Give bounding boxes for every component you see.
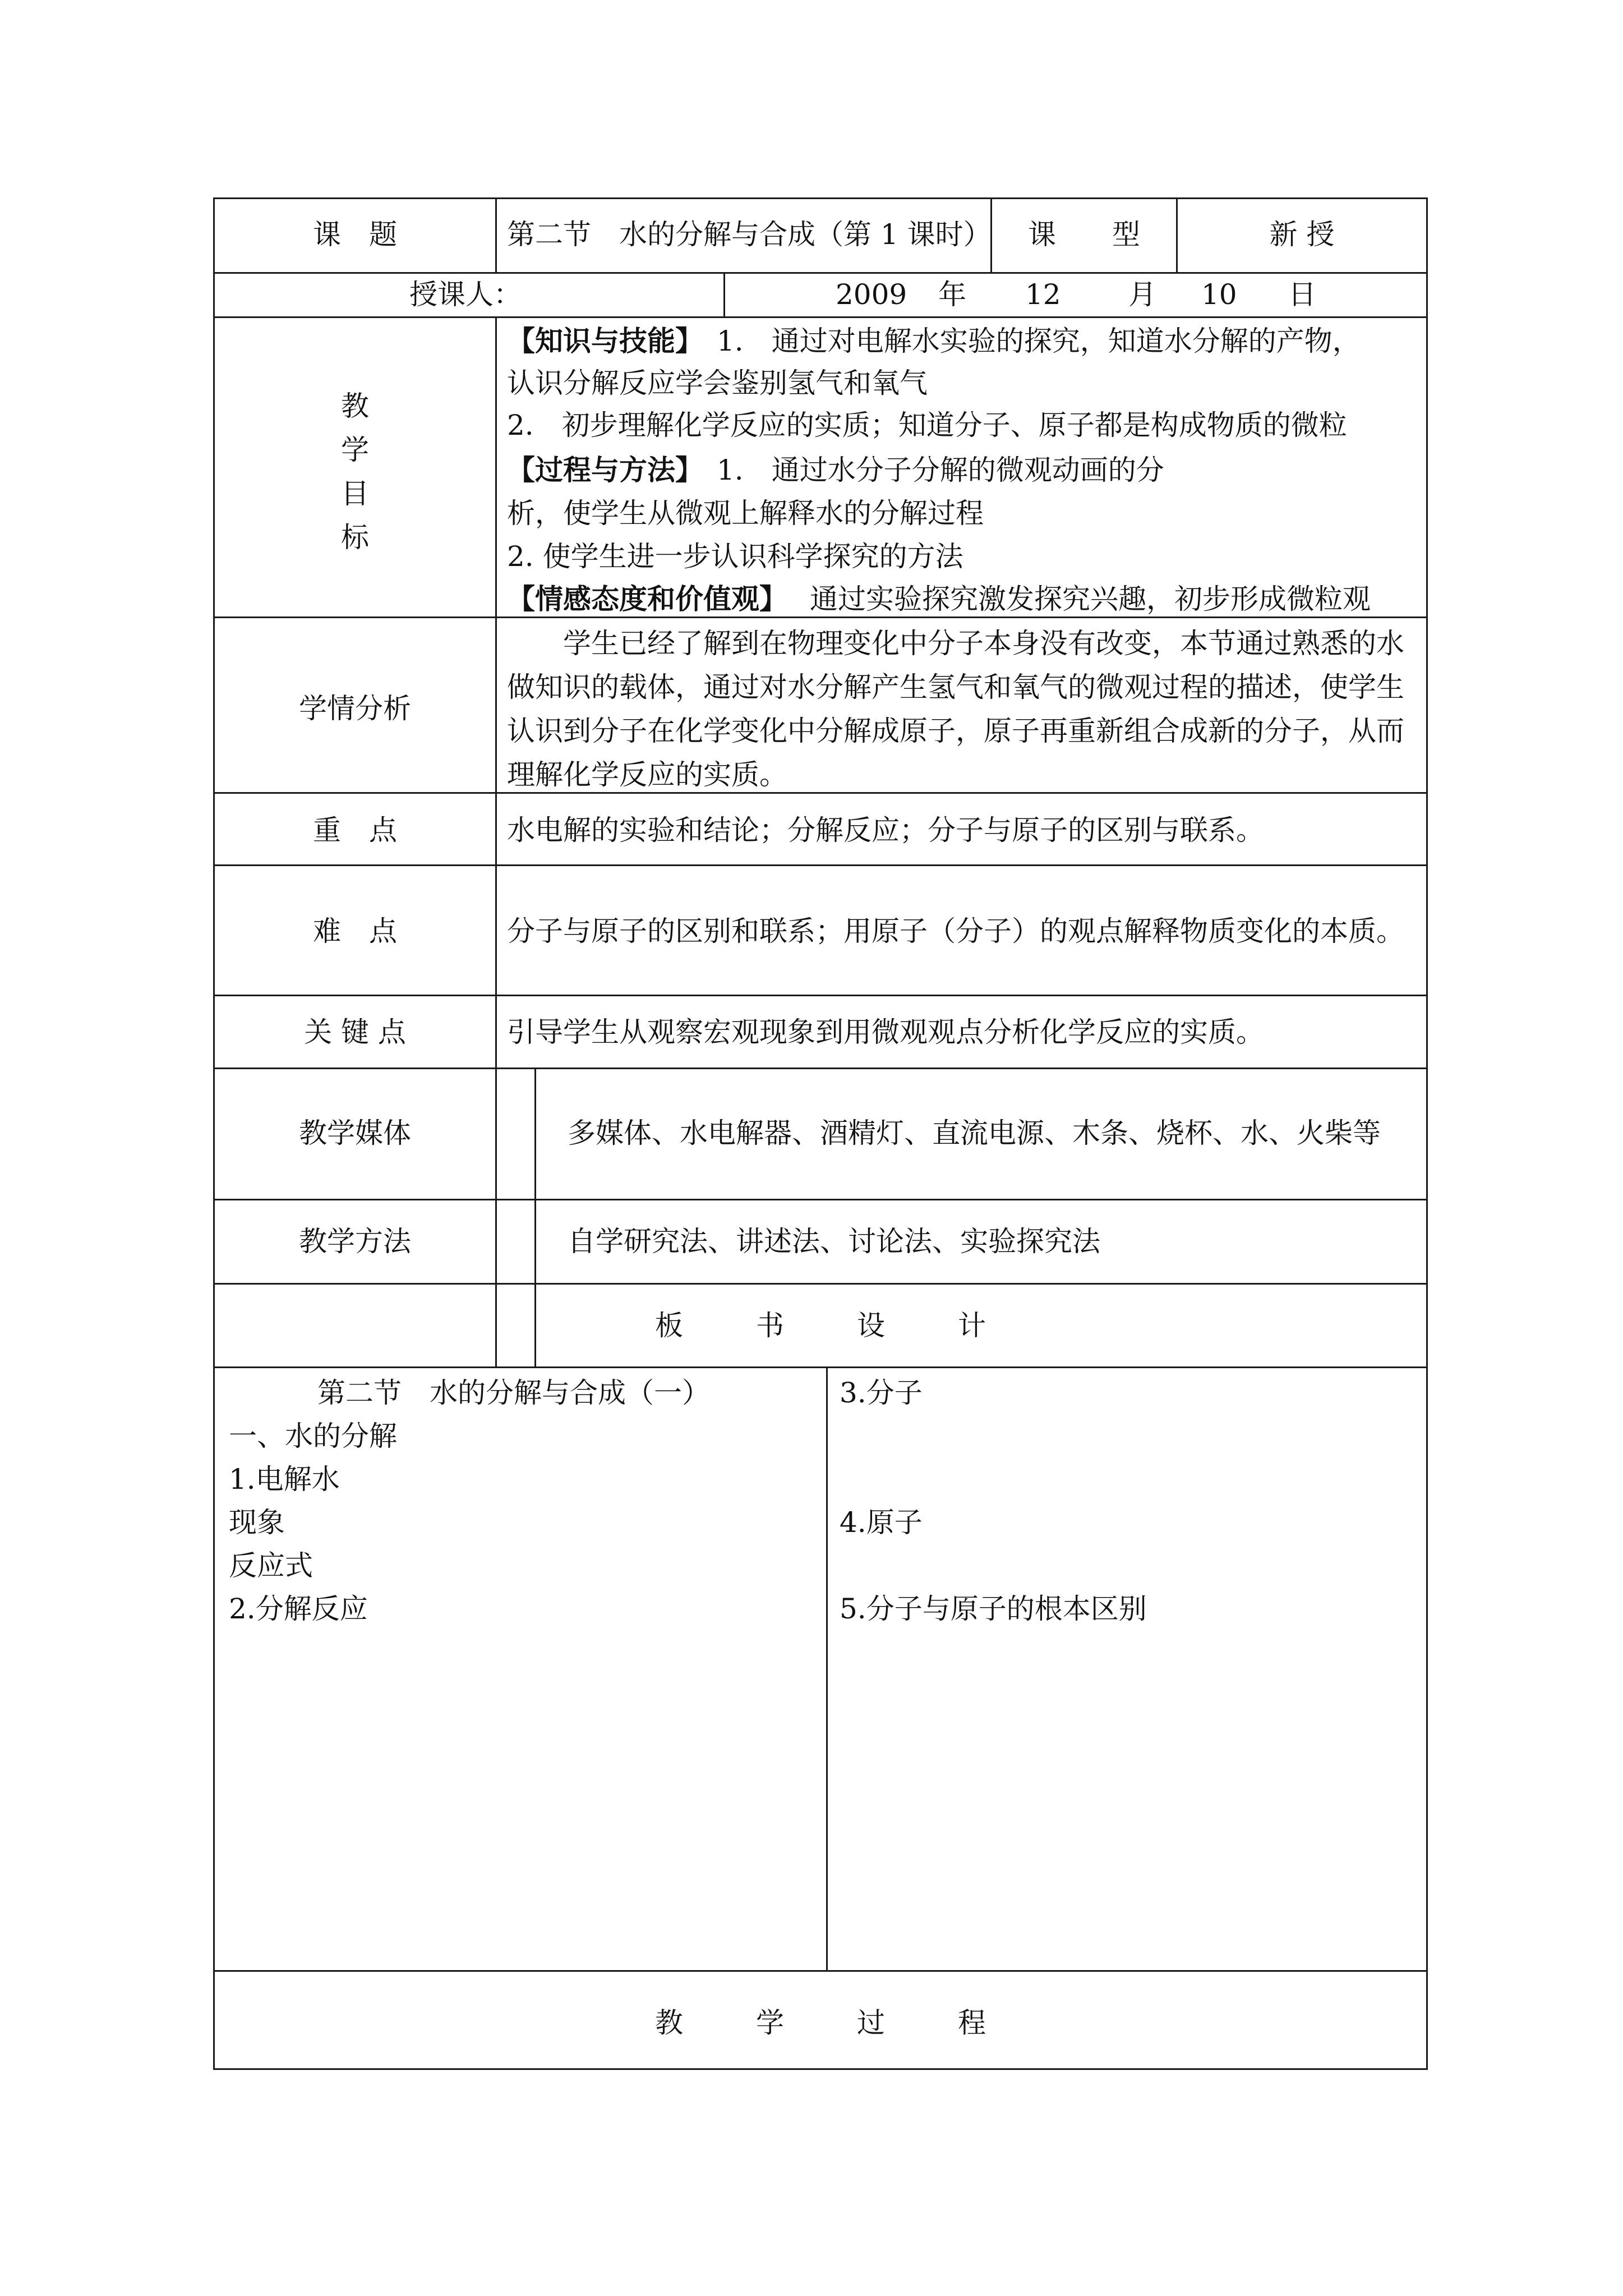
media-text: 多媒体、水电解器、酒精灯、直流电源、木条、烧杯、水、火柴等 [568,1117,1381,1149]
attitude-values-tag: 【情感态度和价值观】 [507,582,787,615]
objectives-line-6: 2. 使学生进一步认识科学探究的方法 [507,540,963,573]
rule-row5 [213,864,1428,866]
board-left-item-2: 1.电解水 [229,1463,340,1496]
board-right-item-3: 5.分子与原子的根本区别 [840,1593,1147,1625]
methods-label: 教学方法 [299,1225,411,1258]
date-year-unit: 年 [938,278,966,311]
knowledge-skills-tag: 【知识与技能】 [507,324,703,357]
rule-row8 [213,1199,1428,1200]
board-heading: 板书设计 [655,1309,1059,1342]
rule-date-divider [723,272,725,318]
objectives-line-1 [507,324,1361,358]
objectives-label-char-3: 目 [341,477,369,510]
objectives-label-char-2: 学 [341,434,369,466]
objectives-line-4 [507,453,1164,487]
objectives-label-char-1: 教 [341,390,369,422]
rule-row2 [213,316,1428,318]
type-label: 课 型 [1028,218,1140,251]
rule-right [1426,197,1428,2070]
rule-row6 [213,995,1428,996]
objectives-line-1-text: 1. 通过对电解水实验的探究，知道水分解的产物， [717,325,1361,357]
objectives-line-7 [507,582,1371,616]
board-left-title: 第二节 水的分解与合成（一） [317,1377,710,1409]
objectives-line-2: 认识分解反应学会鉴别氢气和氧气 [507,367,928,399]
rule-row9 [213,1283,1428,1285]
objectives-line-5: 析，使学生从微观上解释水的分解过程 [507,497,984,530]
rule-top [213,197,1428,199]
rule-label-column-lower [495,316,497,1368]
process-methods-tag: 【过程与方法】 [507,453,703,486]
date-month-unit: 月 [1128,278,1156,311]
rule-label-column [495,197,497,274]
rule-row7 [213,1068,1428,1069]
rule-bottom [213,2068,1428,2070]
key-points-label: 重 点 [313,814,397,846]
methods-text: 自学研究法、讲述法、讨论法、实验探究法 [568,1225,1100,1258]
date-month: 12 [1025,278,1061,311]
crux-label: 关 键 点 [304,1016,406,1048]
date-year: 2009 [836,278,907,311]
teacher-label: 授课人： [409,278,522,311]
subject-label: 课 题 [313,218,397,251]
crux-text: 引导学生从观察宏观现象到用微观观点分析化学反应的实质。 [507,1016,1264,1048]
rule-row1 [213,272,1428,274]
rule-row11 [213,1970,1428,1972]
board-left-item-4: 反应式 [229,1549,313,1582]
analysis-label: 学情分析 [299,692,411,725]
date-day: 10 [1201,278,1237,311]
date-day-unit: 日 [1288,278,1316,311]
board-left-item-1: 一、水的分解 [229,1420,397,1452]
rule-row3 [213,616,1428,618]
board-right-item-1: 3.分子 [840,1377,923,1409]
key-points-text: 水电解的实验和结论；分解反应；分子与原子的区别与联系。 [507,814,1264,846]
analysis-text: 学生已经了解到在物理变化中分子本身没有改变，本节通过熟悉的水做知识的载体，通过对水分解产生氢气和氧气的微观过程的描述，使学生认识到分子在化学变化中分解成原子，原子再重新组合成新的分子，从而理解化学反应的实质。 [507,627,1404,791]
objectives-line-4-text: 1. 通过水分子分解的微观动画的分 [717,454,1164,486]
board-left-item-5: 2.分解反应 [229,1593,368,1625]
rule-row10 [213,1366,1428,1368]
board-right-item-2: 4.原子 [840,1506,923,1539]
process-heading: 教学过程 [655,2007,1059,2039]
difficulties-label: 难 点 [313,915,397,947]
type-value: 新 授 [1269,218,1335,251]
objectives-line-7-text: 通过实验探究激发探究兴趣，初步形成微粒观 [810,583,1371,615]
difficulties-text: 分子与原子的区别和联系；用原子（分子）的观点解释物质变化的本质。 [507,915,1404,947]
media-label: 教学媒体 [299,1117,411,1149]
objectives-label-char-4: 标 [341,521,369,554]
board-left-item-3: 现象 [229,1506,285,1539]
subject-value: 第二节 水的分解与合成（第 1 课时） [507,218,992,251]
rule-board-middle [826,1366,828,1972]
objectives-line-3: 2. 初步理解化学反应的实质；知道分子、原子都是构成物质的微粒 [507,409,1347,441]
